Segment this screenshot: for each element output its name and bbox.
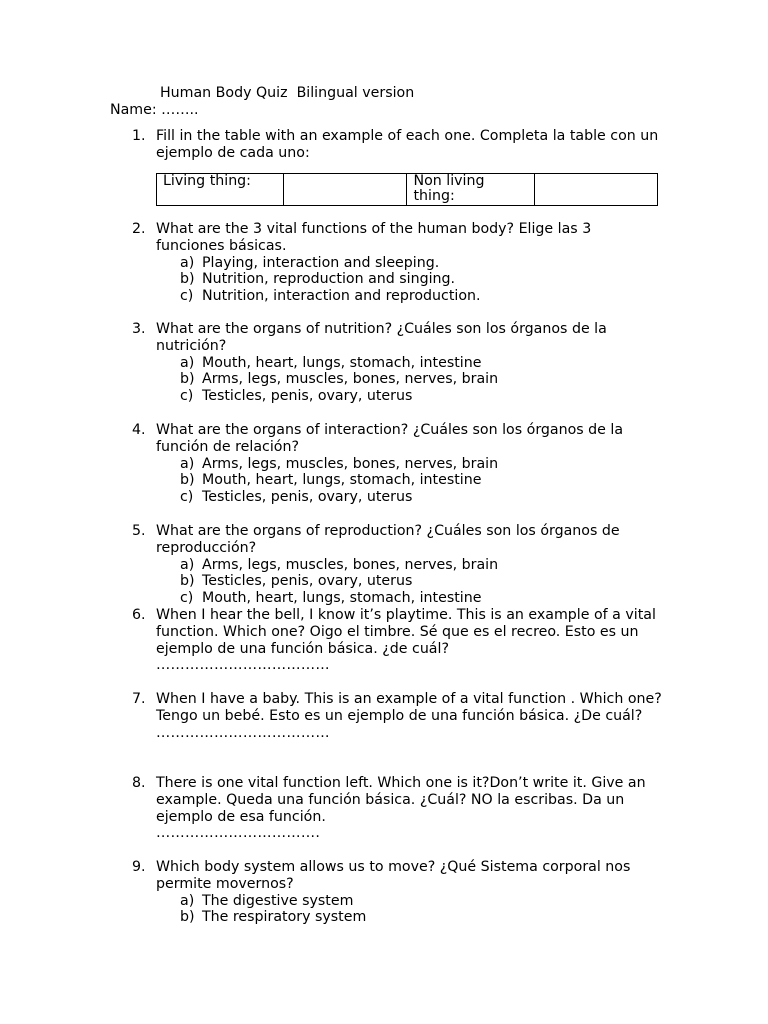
document-title: Human Body Quiz Bilingual version bbox=[160, 85, 415, 101]
answer-options bbox=[132, 557, 672, 607]
question-5 bbox=[132, 523, 672, 607]
question-text: When I hear the bell, I know it’s playtime. This is an example of a vital function. Which one? Oigo el timbre. Sé que es el recreo. Esto es un ejemplo de una función básica. ¿de cuál? bbox=[156, 607, 656, 657]
option-a: a) Playing, interaction and sleeping. bbox=[180, 254, 440, 271]
question-text: What are the 3 vital functions of the human body? Elige las 3 funciones básicas. bbox=[156, 221, 592, 254]
answer-line[interactable]: ……………………………… bbox=[156, 724, 330, 741]
answer-options bbox=[132, 893, 672, 927]
option-c: c) Testicles, penis, ovary, uterus bbox=[180, 388, 413, 405]
option-b: b) Mouth, heart, lungs, stomach, intestine bbox=[180, 472, 482, 489]
answer-line[interactable]: ……………………………. bbox=[156, 825, 321, 842]
question-number: 9. bbox=[132, 859, 146, 875]
question-2 bbox=[132, 221, 672, 305]
question-1 bbox=[132, 128, 672, 162]
living-thing-label: Living thing: bbox=[157, 174, 284, 206]
question-number: 5. bbox=[132, 523, 146, 539]
question-4 bbox=[132, 422, 672, 506]
question-text: There is one vital function left. Which one is it?Don’t write it. Give an example. Queda una función básica. ¿Cuál? NO la escribas. Da un ejemplo de esa función. bbox=[156, 775, 646, 825]
answer-options bbox=[132, 255, 672, 305]
name-line: Name: …….. bbox=[110, 102, 199, 118]
answer-options bbox=[132, 456, 672, 506]
question-text: When I have a baby. This is an example of a vital function . Which one? Tengo un bebé. Esto es un ejemplo de una función básica. ¿De cuál? bbox=[156, 691, 662, 724]
option-c: c) Nutrition, interaction and reproduction. bbox=[180, 288, 481, 305]
option-c: c) Testicles, penis, ovary, uterus bbox=[180, 489, 413, 506]
option-b: b) Testicles, penis, ovary, uterus bbox=[180, 573, 413, 590]
option-a: a) Mouth, heart, lungs, stomach, intestine bbox=[180, 354, 482, 371]
answer-options bbox=[132, 355, 672, 405]
question-text: Fill in the table with an example of each one. Completa la table con un ejemplo de cada uno: bbox=[156, 128, 659, 161]
option-c: c) Mouth, heart, lungs, stomach, intestine bbox=[180, 590, 482, 607]
option-b: b) Arms, legs, muscles, bones, nerves, brain bbox=[180, 371, 499, 388]
question-text: What are the organs of interaction? ¿Cuáles son los órganos de la función de relación? bbox=[156, 422, 624, 455]
option-b: b) The respiratory system bbox=[180, 909, 367, 926]
question-number: 3. bbox=[132, 321, 146, 337]
question-number: 4. bbox=[132, 422, 146, 438]
question-text: What are the organs of reproduction? ¿Cuáles son los órganos de reproducción? bbox=[156, 523, 620, 556]
living-nonliving-table bbox=[156, 173, 658, 206]
option-a: a) The digestive system bbox=[180, 892, 354, 909]
question-8 bbox=[132, 775, 672, 842]
question-9 bbox=[132, 859, 672, 926]
question-number: 8. bbox=[132, 775, 146, 791]
question-number: 7. bbox=[132, 691, 146, 707]
question-7 bbox=[132, 691, 672, 741]
question-6 bbox=[132, 607, 672, 674]
non-living-thing-label: Non living thing: bbox=[407, 174, 534, 206]
question-number: 1. bbox=[132, 128, 146, 144]
option-a: a) Arms, legs, muscles, bones, nerves, brain bbox=[180, 556, 499, 573]
question-3 bbox=[132, 321, 672, 405]
non-living-thing-answer-cell[interactable] bbox=[534, 174, 657, 206]
answer-line[interactable]: ……………………………… bbox=[156, 657, 330, 674]
living-thing-answer-cell[interactable] bbox=[284, 174, 407, 206]
question-text: Which body system allows us to move? ¿Qué Sistema corporal nos permite movernos? bbox=[156, 859, 631, 892]
option-b: b) Nutrition, reproduction and singing. bbox=[180, 271, 456, 288]
question-number: 2. bbox=[132, 221, 146, 237]
option-a: a) Arms, legs, muscles, bones, nerves, brain bbox=[180, 455, 499, 472]
question-number: 6. bbox=[132, 607, 146, 623]
question-text: What are the organs of nutrition? ¿Cuáles son los órganos de la nutrición? bbox=[156, 321, 607, 354]
